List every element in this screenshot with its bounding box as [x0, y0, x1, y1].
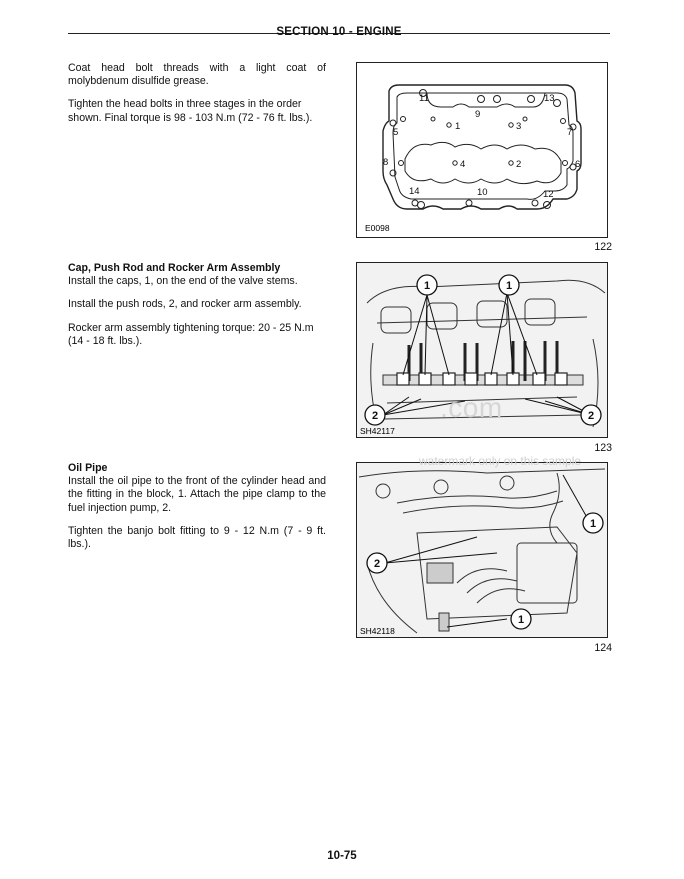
callout-label: 1	[589, 518, 597, 530]
text-block-oil-pipe	[68, 462, 326, 561]
callout-label: 2	[373, 558, 381, 570]
figure-code: E0098	[365, 223, 390, 233]
callout-label: 1	[517, 614, 525, 626]
text-block-rocker-arm	[68, 262, 326, 358]
paragraph: Tighten the banjo bolt fitting to 9 - 12 N.m (7 - 9 ft. lbs.).	[68, 524, 326, 551]
page-number: 10-75	[327, 850, 357, 862]
figure-number: 122	[594, 241, 612, 253]
section-heading: Oil Pipe	[68, 462, 108, 474]
figure-number: 124	[594, 642, 612, 654]
paragraph: Install the push rods, 2, and rocker arm assembly.	[68, 298, 302, 311]
bolt-label: 1	[455, 121, 461, 132]
callout-label: 2	[587, 410, 595, 422]
paragraph: Install the caps, 1, on the end of the valve stems.	[68, 275, 298, 288]
head-bolt-diagram	[357, 63, 607, 237]
figure-124-oil-pipe-photo	[356, 462, 608, 638]
paragraph: Tighten the head bolts in three stages in the order shown. Final torque is 98 - 103 N.m (72 - 76 ft. lbs.).	[68, 98, 313, 124]
bolt-label: 14	[409, 186, 420, 197]
bolt-label: 7	[567, 127, 573, 138]
paragraph: Rocker arm assembly tightening torque: 20 - 25 N.m (14 - 18 ft. lbs.).	[68, 321, 314, 347]
callout-label: 2	[371, 410, 379, 422]
section-heading: Cap, Push Rod and Rocker Arm Assembly	[68, 262, 281, 274]
bolt-label: 10	[477, 187, 488, 198]
text-block-head-bolts	[68, 62, 326, 135]
watermark-note: watermark only on this sample	[419, 454, 582, 468]
page-header	[68, 26, 610, 38]
watermark-site: .com	[440, 392, 503, 423]
paragraph: Coat head bolt threads with a light coat of molybdenum disulfide grease.	[68, 62, 326, 88]
figure-122-head-bolt-sequence	[356, 62, 608, 238]
bolt-sequence-labels	[383, 93, 580, 200]
bolt-label: 13	[544, 93, 555, 104]
bolt-label: 3	[516, 121, 522, 132]
figure-number: 123	[594, 442, 612, 454]
callout-label: 1	[505, 280, 513, 292]
bolt-label: 8	[383, 157, 389, 168]
bolt-label: 5	[393, 127, 399, 138]
figure-code: SH42118	[360, 626, 395, 636]
bolt-label: 12	[543, 189, 554, 200]
oil-pipe-illustration	[357, 463, 607, 637]
figure-code: SH42117	[360, 426, 395, 436]
callout-label: 1	[423, 280, 431, 292]
section-title: SECTION 10 - ENGINE	[276, 26, 402, 38]
paragraph: Install the oil pipe to the front of the cylinder head and the fitting in the block, 1. Attach the pipe clamp to the fuel injection pump, 2.	[68, 475, 326, 514]
bolt-label: 4	[460, 159, 466, 170]
bolt-label: 6	[575, 159, 581, 170]
bolt-label: 9	[475, 109, 481, 120]
bolt-label: 2	[516, 159, 522, 170]
bolt-label: 11	[419, 93, 429, 104]
